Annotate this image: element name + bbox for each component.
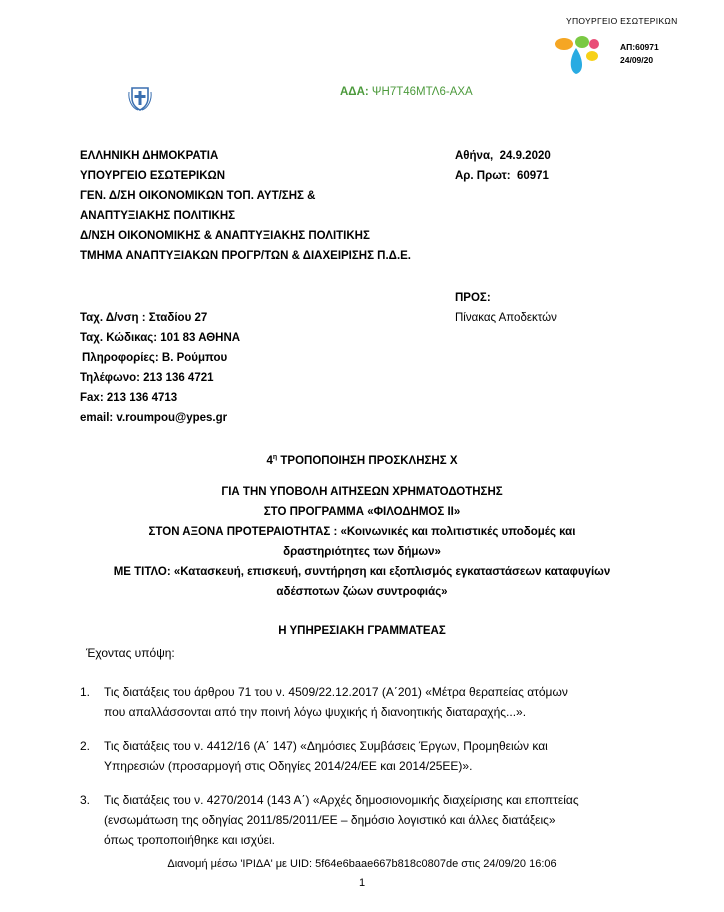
header-line: Δ/ΝΣΗ ΟΙΚΟΝΟΜΙΚΗΣ & ΑΝΑΠΤΥΞΙΑΚΗΣ ΠΟΛΙΤΙΚΗΣ xyxy=(80,230,370,242)
list-item-text: Τις διατάξεις του ν. 4270/2014 (143 Α΄) «Αρχές δημοσιονομικής διαχείρισης και εποπτείας xyxy=(104,793,579,807)
list-item-number: 1. xyxy=(80,685,91,699)
ada-label: ΑΔΑ: xyxy=(340,86,369,98)
header-line: ΓΕΝ. Δ/ΣΗ ΟΙΚΟΝΟΜΙΚΩΝ ΤΟΠ. ΑΥΤ/ΣΗΣ & xyxy=(80,190,316,202)
title-line: ΣΤΟ ΠΡΟΓΡΑΜΜΑ «ΦΙΛΟΔΗΜΟΣ ΙΙ» xyxy=(263,506,461,518)
document-protocol: Αρ. Πρωτ: 60971 xyxy=(455,170,549,182)
contact-email: email: v.roumpou@ypes.gr xyxy=(80,412,228,424)
stamp-info xyxy=(620,41,659,67)
page-number: 1 xyxy=(358,877,366,889)
title-number: 4 xyxy=(266,454,273,467)
contact-phone: Τηλέφωνο: 213 136 4721 xyxy=(80,372,214,384)
intro-text: Έχοντας υπόψη: xyxy=(86,646,175,660)
recipient-block xyxy=(455,288,557,328)
list-item-number: 3. xyxy=(80,793,91,807)
title-subtitle-block xyxy=(0,482,724,602)
document-date: Αθήνα, 24.9.2020 xyxy=(455,150,551,162)
contact-info: Πληροφορίες: Β. Ρούμπου xyxy=(82,352,228,364)
title-line: δραστηριότητες των δήμων» xyxy=(283,546,441,558)
header-line: ΤΜΗΜΑ ΑΝΑΠΤΥΞΙΑΚΩΝ ΠΡΟΓΡ/ΤΩΝ & ΔΙΑΧΕΙΡΙΣΗΣ Π.Δ.Ε. xyxy=(80,250,412,262)
header-line: ΕΛΛΗΝΙΚΗ ΔΗΜΟΚΡΑΤΙΑ xyxy=(80,150,219,162)
list-item-text: (ενσωμάτωση της οδηγίας 2011/85/2011/ΕΕ – δημόσιο λογιστικό και άλλες διατάξεις» xyxy=(104,813,556,827)
contact-postal: Ταχ. Κώδικας: 101 83 ΑΘΗΝΑ xyxy=(80,332,241,344)
recipient-label: ΠΡΟΣ: xyxy=(455,292,491,304)
ada-value: ΨΗ7Τ46ΜΤΛ6-ΑΧΑ xyxy=(371,86,473,98)
title-superscript: η xyxy=(272,454,278,461)
title-rest: ΤΡΟΠΟΠΟΙΗΣΗ ΠΡΟΣΚΛΗΣΗΣ Χ xyxy=(277,454,458,467)
ministry-logo-icon xyxy=(554,34,604,78)
list-item-number: 2. xyxy=(80,739,91,753)
stamp-date: 24/09/20 xyxy=(620,55,654,65)
ada-code xyxy=(340,86,473,98)
date-protocol-block xyxy=(455,146,551,186)
header-line: ΑΝΑΠΤΥΞΙΑΚΗΣ ΠΟΛΙΤΙΚΗΣ xyxy=(80,210,236,222)
title-line: αδέσποτων ζώων συντροφιάς» xyxy=(276,586,448,598)
header-line: ΥΠΟΥΡΓΕΙΟ ΕΣΩΤΕΡΙΚΩΝ xyxy=(80,170,226,182)
sender-header xyxy=(80,146,411,266)
ministry-stamp-label: ΥΠΟΥΡΓΕΙΟ ΕΣΩΤΕΡΙΚΩΝ xyxy=(566,16,678,26)
list-item-text: που απαλλάσσονται από την ποινή λόγω ψυχικής ή διανοητικής διαταραχής...». xyxy=(104,705,527,719)
recipient-value: Πίνακας Αποδεκτών xyxy=(455,312,557,324)
distribution-footer: Διανομή μέσω 'ΙΡΙΔΑ' με UID: 5f64e6baae667b818c0807de στις 24/09/20 16:06 xyxy=(167,858,557,870)
greek-emblem-icon xyxy=(126,84,154,112)
list-item-text: όπως τροποποιήθηκε και ισχύει. xyxy=(104,833,276,847)
stamp-protocol: ΑΠ:60971 xyxy=(620,42,659,52)
contact-block xyxy=(80,308,240,428)
authority-heading: Η ΥΠΗΡΕΣΙΑΚΗ ΓΡΑΜΜΑΤΕΑΣ xyxy=(278,625,446,637)
list-item-text: Υπηρεσιών (προσαρμογή στις Οδηγίες 2014/24/ΕΕ και 2014/25ΕΕ)». xyxy=(104,759,473,773)
list-item-text: Τις διατάξεις του άρθρου 71 του ν. 4509/22.12.2017 (Α΄201) «Μέτρα θεραπείας ατόμων xyxy=(104,685,568,699)
title-line: ΓΙΑ ΤΗΝ ΥΠΟΒΟΛΗ ΑΙΤΗΣΕΩΝ ΧΡΗΜΑΤΟΔΟΤΗΣΗΣ xyxy=(221,486,503,498)
document-title xyxy=(0,454,724,467)
contact-fax: Fax: 213 136 4713 xyxy=(80,392,178,404)
title-line: ΣΤΟΝ ΑΞΟΝΑ ΠΡΟΤΕΡΑΙΟΤΗΤΑΣ : «Κοινωνικές και πολιτιστικές υποδομές και xyxy=(148,526,576,538)
contact-address: Ταχ. Δ/νση : Σταδίου 27 xyxy=(80,312,208,324)
list-item-text: Τις διατάξεις του ν. 4412/16 (Α΄ 147) «Δημόσιες Συμβάσεις Έργων, Προμηθειών και xyxy=(104,739,548,753)
title-line: ΜΕ ΤΙΤΛΟ: «Κατασκευή, επισκευή, συντήρηση και εξοπλισμός εγκαταστάσεων καταφυγίων xyxy=(113,566,611,578)
